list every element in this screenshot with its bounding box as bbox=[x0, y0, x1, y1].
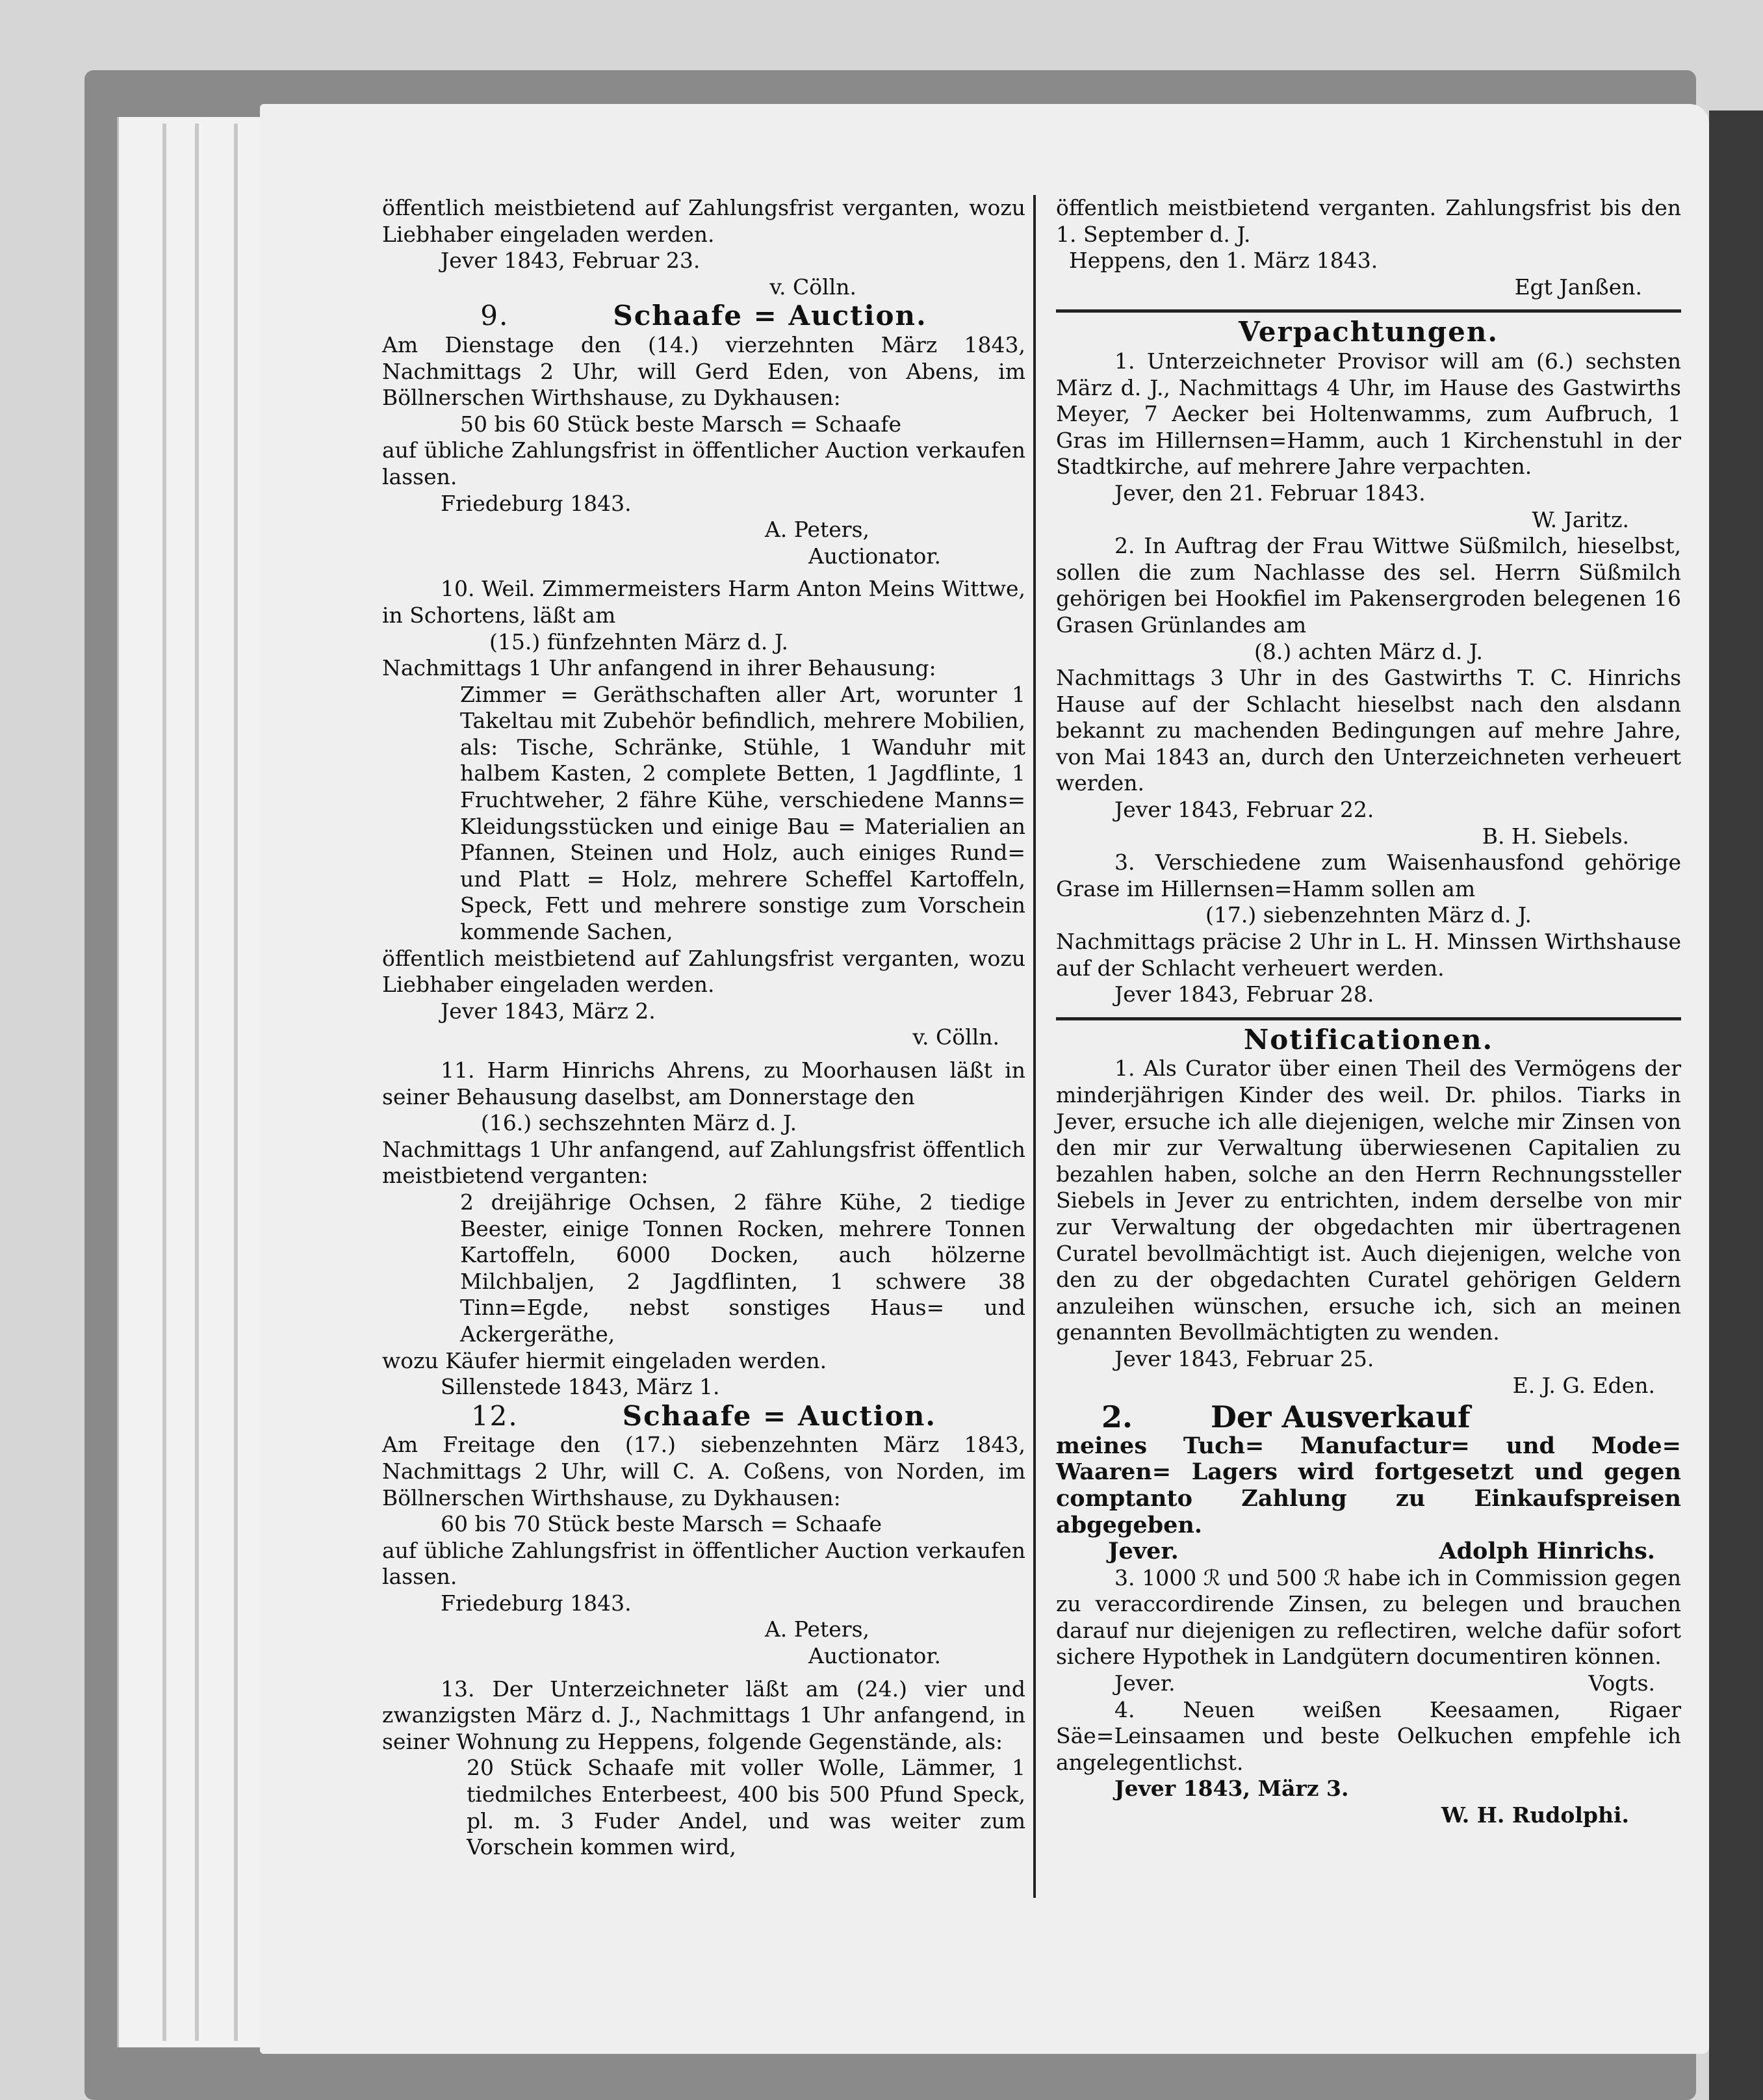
ad-place: Jever. bbox=[1108, 1538, 1179, 1565]
date-line: Jever 1843, Februar 25. bbox=[1114, 1345, 1374, 1371]
date-line: Jever 1843, Februar 28. bbox=[1114, 981, 1374, 1007]
text-block: öffentlich meistbietend verganten. Zahlungsfrist bis den 1. September d. J. bbox=[1056, 195, 1681, 247]
ad-heading bbox=[1101, 1399, 1681, 1435]
book-spine-shadow bbox=[1709, 110, 1763, 2100]
text-block: 4. Neuen weißen Keesaamen, Rigaer Säe=Leinsaamen und beste Oelkuchen empfehle ich angelegentlichst. bbox=[1056, 1696, 1681, 1775]
text-block: (15.) fünfzehnten März d. J. bbox=[489, 629, 788, 655]
place: Jever. bbox=[1114, 1670, 1176, 1696]
ad-body: meines Tuch= Manufactur= und Mode= Waaren= Lagers wird fortgesetzt und gegen comptanto Zahlung zu Einkaufspreisen abgegeben. bbox=[1056, 1432, 1681, 1538]
ad-number: 2. bbox=[1101, 1399, 1133, 1435]
signature: A. Peters, bbox=[764, 517, 869, 543]
text-block: Am Freitage den (17.) siebenzehnten März 1843, Nachmittags 2 Uhr, will C. A. Coßens, von Norden, im Böllnerschen Wirthshause, zu Dykhausen: bbox=[382, 1432, 1025, 1510]
item-list: 2 dreijährige Ochsen, 2 fähre Kühe, 2 tiedige Beester, einige Tonnen Rocken, mehrere Tonnen Kartoffeln, 6000 Docken, auch hölzerne Milchbaljen, 2 Jagdflinten, 1 schwere 38 Tinn=Egde, nebst sonstiges Haus= und Ackergeräthe, bbox=[460, 1189, 1025, 1347]
date-line: Friedeburg 1843. bbox=[441, 1590, 632, 1616]
section-rule bbox=[1056, 309, 1681, 313]
ad-signature-row bbox=[1056, 1538, 1681, 1565]
text-block: 1. Unterzeichneter Provisor will am (6.) sechsten März d. J., Nachmittags 4 Uhr, im Hause des Gastwirths Meyer, 7 Aecker bei Holtenwamms, zum Aufbruch, 1 Gras im Hillernsen=Hamm, auch 1 Kirchenstuhl in der Stadtkirche, auf mehrere Jahre verpachten. bbox=[1056, 348, 1681, 480]
text-block: (16.) sechszehnten März d. J. bbox=[480, 1110, 797, 1136]
date-line: Jever 1843, Februar 22. bbox=[1114, 797, 1374, 823]
signature: B. H. Siebels. bbox=[1482, 823, 1629, 849]
text-block: 11. Harm Hinrichs Ahrens, zu Moorhausen läßt in seiner Behausung daselbst, am Donnerstage den bbox=[382, 1057, 1025, 1109]
text-block: öffentlich meistbietend auf Zahlungsfrist verganten, wozu Liebhaber eingeladen werden. bbox=[382, 195, 1025, 247]
page-edge-line bbox=[162, 123, 166, 2041]
signature: W. H. Rudolphi. bbox=[1441, 1802, 1629, 1828]
section-heading-12 bbox=[382, 1399, 1025, 1432]
text-block: öffentlich meistbietend auf Zahlungsfrist verganten, wozu Liebhaber eingeladen werden. bbox=[382, 945, 1025, 998]
text-block: Nachmittags 3 Uhr in des Gastwirths T. C. Hinrichs Hause auf der Schlacht hieselbst nach den alsdann bekannt zu machenden Bedingungen auf mehre Jahre, von Mai 1843 an, durch den Unterzeichneten verheuert werden. bbox=[1056, 665, 1681, 796]
signature-title: Auctionator. bbox=[808, 1643, 941, 1669]
signature: v. Cölln. bbox=[769, 274, 856, 300]
date-line: Jever, den 21. Februar 1843. bbox=[1114, 480, 1426, 506]
ad-signature: Adolph Hinrichs. bbox=[1439, 1538, 1655, 1565]
text-block: 3. 1000 ℛ und 500 ℛ habe ich in Commission gegen zu veraccordirende Zinsen, zu belegen und brauchen darauf nur diejenigen zu reflectiren, welche dafür sofort sichere Hypothek in Landgütern documentiren können. bbox=[1056, 1564, 1681, 1670]
signature: A. Peters, bbox=[764, 1616, 869, 1642]
section-heading-verpachtungen: Verpachtungen. bbox=[1239, 316, 1499, 348]
text-block: (17.) siebenzehnten März d. J. bbox=[1205, 902, 1532, 928]
left-column bbox=[382, 195, 1025, 1861]
text-block: Nachmittags 1 Uhr anfangend, auf Zahlungsfrist öffentlich meistbietend verganten: bbox=[382, 1136, 1025, 1189]
heading-title: Schaafe = Auction. bbox=[613, 300, 927, 332]
text-block: Nachmittags 1 Uhr anfangend in ihrer Behausung: bbox=[382, 655, 936, 681]
date-line: Friedeburg 1843. bbox=[441, 490, 632, 516]
date-line: Heppens, den 1. März 1843. bbox=[1069, 248, 1378, 274]
text-block: (8.) achten März d. J. bbox=[1254, 638, 1484, 664]
text-block: auf übliche Zahlungsfrist in öffentlicher Auction verkaufen lassen. bbox=[382, 1537, 1025, 1590]
section-heading-notificationen: Notificationen. bbox=[1243, 1023, 1494, 1056]
signature-row bbox=[1056, 1670, 1681, 1697]
text-block: 2. In Auftrag der Frau Wittwe Süßmilch, hieselbst, sollen die zum Nachlasse des sel. Herrn Süßmilch gehörigen bei Hookfiel im Pakensergroden belegenen 16 Grasen Grünlandes am bbox=[1056, 533, 1681, 638]
signature: Vogts. bbox=[1588, 1670, 1655, 1696]
heading-number: 12. bbox=[470, 1399, 519, 1432]
text-block: 3. Verschiedene zum Waisenhausfond gehörige Grase im Hillernsen=Hamm sollen am bbox=[1056, 849, 1681, 901]
text-block: 50 bis 60 Stück beste Marsch = Schaafe bbox=[460, 411, 901, 437]
section-heading-9 bbox=[382, 300, 1025, 332]
heading-title: Schaafe = Auction. bbox=[622, 1399, 937, 1432]
page-edge-line bbox=[195, 123, 199, 2041]
date-line: Jever 1843, Februar 23. bbox=[441, 248, 701, 274]
item-list: Zimmer = Geräthschaften aller Art, worunter 1 Takeltau mit Zubehör befindlich, mehrere Mobilien, als: Tische, Schränke, Stühle, 1 Wanduhr mit halbem Kasten, 2 complete Betten, 1 Jagdflinte, 1 Fruchtweher, 2 fähre Kühe, verschiedene Manns= Kleidungsstücken und einige Bau = Materialien an Pfannen, Steinen und Holz, auch einiges Rund= und Platt = Holz, mehrere Scheffel Kartoffeln, Speck, Fett und mehrere sonstige zum Vorschein kommende Sachen, bbox=[460, 681, 1025, 945]
text-block: 10. Weil. Zimmermeisters Harm Anton Meins Wittwe, in Schortens, läßt am bbox=[382, 576, 1025, 628]
text-block: wozu Käufer hiermit eingeladen werden. bbox=[382, 1347, 827, 1373]
page-edge-line bbox=[234, 123, 238, 2041]
date-line: Sillenstede 1843, März 1. bbox=[441, 1374, 720, 1400]
signature: v. Cölln. bbox=[912, 1024, 999, 1050]
section-rule bbox=[1056, 1017, 1681, 1020]
item-list: 20 Stück Schaafe mit voller Wolle, Lämmer, 1 tiedmilches Enterbeest, 400 bis 500 Pfund Speck, pl. m. 3 Fuder Andel, und was weiter zum Vorschein kommen wird, bbox=[467, 1755, 1025, 1860]
heading-number: 9. bbox=[480, 300, 509, 332]
text-block: 1. Als Curator über einen Theil des Vermögens der minderjährigen Kinder des weil. Dr. philos. Tiarks in Jever, ersuche ich alle diejenigen, welche mir Zinsen von den mir zur Verwaltung überwiesenen Capitalien zu bezahlen haben, solche an den Herrn Rechnungssteller Siebels in Jever zu entrichten, indem derselbe von mir zur Verwaltung der obgedachten mir übertragenen Curatel bevollmächtigt ist. Auch diejenigen, welche von den zu der obgedachten Curatel gehörigen Geldern anzuleihen wünschen, ersuche ich, sich an meinen genannten Bevollmächtigten zu wenden. bbox=[1056, 1056, 1681, 1345]
signature: Egt Janßen. bbox=[1514, 274, 1642, 300]
text-block: 13. Der Unterzeichneter läßt am (24.) vier und zwanzigsten März d. J., Nachmittags 1 Uhr anfangend, in seiner Wohnung zu Heppens, folgende Gegenstände, als: bbox=[382, 1676, 1025, 1754]
ad-title: Der Ausverkauf bbox=[1211, 1399, 1471, 1435]
text-block: Nachmittags präcise 2 Uhr in L. H. Minssen Wirthshause auf der Schlacht verheuert werden. bbox=[1056, 929, 1681, 981]
text-block: Am Dienstage den (14.) vierzehnten März 1843, Nachmittags 2 Uhr, will Gerd Eden, von Abens, im Böllnerschen Wirthshause, zu Dykhausen: bbox=[382, 331, 1025, 411]
signature: E. J. G. Eden. bbox=[1512, 1372, 1655, 1398]
signature-title: Auctionator. bbox=[808, 543, 941, 569]
right-column bbox=[1056, 195, 1681, 1829]
text-block: 60 bis 70 Stück beste Marsch = Schaafe bbox=[441, 1511, 882, 1537]
column-divider bbox=[1033, 195, 1036, 1898]
date-line: Jever 1843, März 3. bbox=[1114, 1776, 1349, 1802]
signature: W. Jaritz. bbox=[1532, 506, 1629, 532]
text-block: auf übliche Zahlungsfrist in öffentlicher Auction verkaufen lassen. bbox=[382, 437, 1025, 489]
date-line: Jever 1843, März 2. bbox=[441, 998, 656, 1024]
